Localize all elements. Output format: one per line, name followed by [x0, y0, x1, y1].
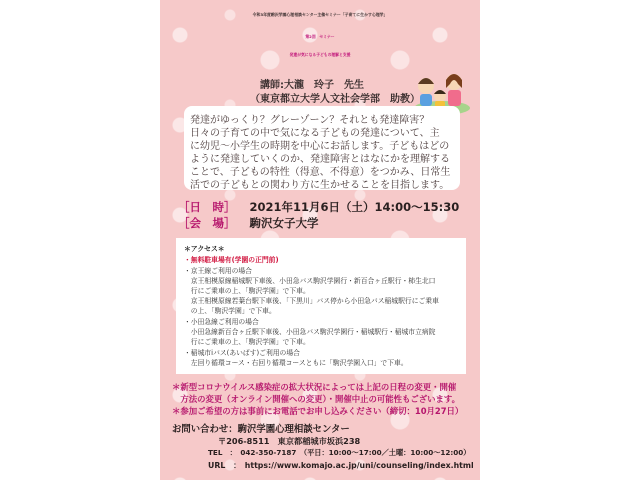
- notice-line: ＊参加ご希望の方は事前にお電話でお申し込みください（締切：10月27日）: [172, 406, 464, 416]
- organizer-line: 令和3年度駒沢学園心理相談センター主催セミナー「子育てに生かす心理学」: [252, 12, 388, 17]
- venue-value: 駒沢女子大学: [249, 216, 319, 230]
- event-venue-row: [178, 215, 319, 231]
- access-line: 京王相模原線稲城駅下車後、小田急バス駒沢学園行・新百合ヶ丘駅行・柿生北口: [184, 277, 436, 285]
- access-line: 行にご乗車の上、「駒沢学園」で下車。: [184, 338, 310, 346]
- access-line: 京王相模原線若葉台駅下車後、「下黒川」バス停から小田急バス稲城駅行にご乗車: [184, 297, 439, 305]
- intro-line: 日々の子育ての中で気になる子どもの発達について、主: [190, 128, 440, 139]
- access-line: ・小田急線ご利用の場合: [184, 318, 259, 326]
- access-line: 行にご乗車の上、「駒沢学園」で下車。: [184, 287, 310, 295]
- venue-label: ［会 場］: [178, 216, 236, 230]
- access-line: の上、「駒沢学園」で下車。: [184, 307, 276, 315]
- access-line: ・稲城市iバス(あいばす)ご利用の場合: [184, 349, 300, 357]
- seminar-poster: [160, 0, 480, 480]
- intro-line: ことで、子どもの特性（得意、不得意）をつかみ、日常生: [190, 167, 451, 178]
- access-heading: ＊アクセス＊: [184, 245, 225, 253]
- parking-note: ・無料駐車場有(学園の正門前): [184, 256, 279, 264]
- event-date-row: [178, 199, 459, 215]
- contact-tel: TEL ： 042-350-7187 （平日：10:00〜17:00／土曜：10:00〜12:00）: [208, 448, 471, 457]
- session-title: 第2回 セミナー: [305, 34, 335, 39]
- access-line: 小田急線新百合ヶ丘駅下車後、小田急バス駒沢学園行・稲城駅行・稲城市立病院: [184, 328, 436, 336]
- notice-line: 方法の変更（オンライン開催への変更）・開催中止の可能性もございます。: [172, 394, 461, 404]
- date-label: ［日 時］: [178, 200, 236, 214]
- intro-line: 発達がゆっくり？グレーゾーン？それとも発達障害？: [190, 115, 430, 126]
- speaker-name: 講師:大瀧 玲子 先生: [260, 80, 364, 91]
- main-title: 発達が気になる子どもの理解と支援: [289, 52, 351, 57]
- intro-line: 活での子どもとの関わり方に生かせることを目指します。: [190, 180, 450, 191]
- access-line: 左回り循環コース・右回り循環コースともに「駒沢学園入口」で下車。: [184, 359, 408, 367]
- contact-postal: 〒206-8511 東京都稲城市坂浜238: [218, 436, 361, 446]
- intro-line: ように発達していくのか、発達障害とはなにかを理解する: [190, 154, 450, 165]
- date-value: 2021年11月6日（土）14:00〜15:30: [249, 200, 460, 214]
- notice-line: ＊新型コロナウイルス感染症の拡大状況によっては上記の日程の変更・開催: [172, 382, 457, 392]
- access-line: ・京王線ご利用の場合: [184, 267, 252, 275]
- contact-url[interactable]: URL ： https://www.komajo.ac.jp/uni/counseling/index.html: [208, 461, 474, 470]
- speaker-affiliation: （東京都立大学人文社会学部 助教）: [250, 94, 420, 105]
- contact-heading: お問い合わせ：駒沢学園心理相談センター: [172, 424, 350, 435]
- intro-line: に幼児〜小学生の時期を中心にお話します。子どもはどの: [190, 141, 450, 152]
